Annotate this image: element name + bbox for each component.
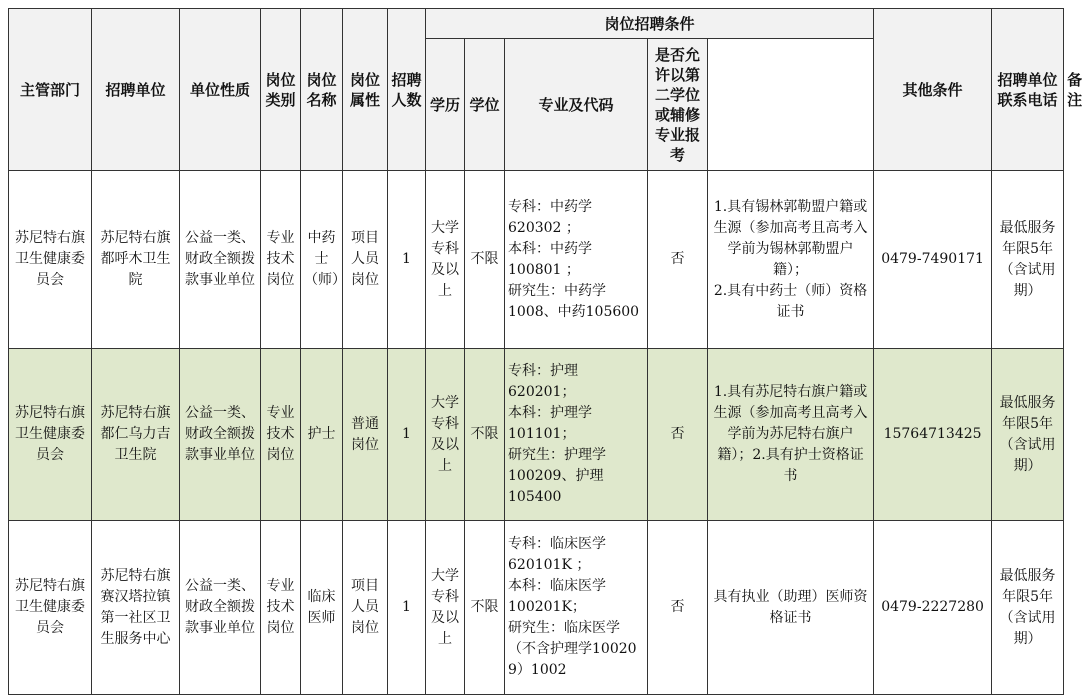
cell-post-attr: 项目人员岗位 xyxy=(343,171,388,349)
cell-remark: 最低服务年限5年（含试用期） xyxy=(992,521,1064,695)
cell-nature: 公益一类、财政全额拨款事业单位 xyxy=(180,171,261,349)
cell-nature: 公益一类、财政全额拨款事业单位 xyxy=(180,349,261,521)
cell-post-attr: 普通岗位 xyxy=(343,349,388,521)
cell-major: 专科：中药学 620302 ； 本科：中药学 100801 ； 研究生：中药学 1008、中药105600 xyxy=(505,171,648,349)
cell-unit: 苏尼特右旗都仁乌力吉卫生院 xyxy=(92,349,180,521)
header-post-attr: 岗位属性 xyxy=(343,9,388,171)
cell-dept: 苏尼特右旗卫生健康委员会 xyxy=(9,521,92,695)
cell-edu: 大学专科及以上 xyxy=(426,171,465,349)
cell-degree: 不限 xyxy=(465,349,505,521)
cell-second-degree: 否 xyxy=(648,171,708,349)
cell-unit: 苏尼特右旗赛汉塔拉镇第一社区卫生服务中心 xyxy=(92,521,180,695)
cell-major: 专科：临床医学 620101K ； 本科：临床医学 100201K； 研究生：临床医学（不含护理学100209）1002 xyxy=(505,521,648,695)
cell-edu: 大学专科及以上 xyxy=(426,349,465,521)
header-count: 招聘人数 xyxy=(388,9,426,171)
cell-degree: 不限 xyxy=(465,521,505,695)
cell-second-degree: 否 xyxy=(648,521,708,695)
recruitment-table: 主管部门 招聘单位 单位性质 岗位类别 岗位名称 岗位属性 招聘人数 岗位招聘条件 其他条件 招聘单位联系电话 备注 学历 学位 专业及代码 是否允许以第二学位或辅修专业报考 苏尼特右旗卫生健康委员会 苏尼特右旗都呼木卫生院 公益一类、财政全额拨款事业单位 专业技术岗位 中药士（师） 项目人员岗位 1 大学专科及以上 不限 专科：中药学 620302 ； 本科：中药学 100801 ； 研究生：中药学 1008、中药105600 否 1.具有锡林郭勒盟户籍或生源（参加高考且高考入学前为锡林郭勒盟户籍）； 2.具有中药士（师）资格证书 0479-7490171 最低服务年限5年（含试用期） 苏尼特右旗卫生健康委员会 苏尼特右旗都仁乌力吉卫生院 公益一类、财政全额拨款事业单位 专业技术岗位 护士 普通岗位 1 大学专科及以上 不限 专科：护理 620201； 本科：护理学 101101； 研究生：护理学 100209、护理 105400 否 1.具有苏尼特右旗户籍或生源（参加高考且高考入学前为苏尼特右旗户籍）；2.具有护士资格证书 15764713425 最低服务年限5年（含试用期） 苏尼特右旗卫生健康委员会 苏尼特右旗赛汉塔拉镇第一社区卫生服务中心 公益一类、财政全额拨款事业单位 专业技术岗位 临床医师 项目人员岗位 1 大学专科及以上 不限 专科：临床医学 620101K ； 本科：临床医学 100201K； 研究生：临床医学（不含护理学100209）1002 否 具有执业（助理）医师资格证书 0479-2227280 最低服务年限5年（含试用期） xyxy=(8,8,1064,695)
header-post-name: 岗位名称 xyxy=(301,9,343,171)
cell-other: 具有执业（助理）医师资格证书 xyxy=(708,521,874,695)
header-unit: 招聘单位 xyxy=(92,9,180,171)
cell-post-name: 护士 xyxy=(301,349,343,521)
cell-edu: 大学专科及以上 xyxy=(426,521,465,695)
header-major: 专业及代码 xyxy=(505,39,648,171)
cell-phone: 0479-7490171 xyxy=(874,171,992,349)
cell-dept: 苏尼特右旗卫生健康委员会 xyxy=(9,349,92,521)
header-degree: 学位 xyxy=(465,39,505,171)
cell-remark: 最低服务年限5年（含试用期） xyxy=(992,171,1064,349)
cell-post-name: 中药士（师） xyxy=(301,171,343,349)
cell-degree: 不限 xyxy=(465,171,505,349)
cell-post-attr: 项目人员岗位 xyxy=(343,521,388,695)
cell-nature: 公益一类、财政全额拨款事业单位 xyxy=(180,521,261,695)
cell-remark: 最低服务年限5年（含试用期） xyxy=(992,349,1064,521)
header-conditions: 岗位招聘条件 xyxy=(426,9,874,39)
cell-phone: 0479-2227280 xyxy=(874,521,992,695)
cell-post-name: 临床医师 xyxy=(301,521,343,695)
header-edu: 学历 xyxy=(426,39,465,171)
cell-count: 1 xyxy=(388,171,426,349)
cell-unit: 苏尼特右旗都呼木卫生院 xyxy=(92,171,180,349)
cell-other: 1.具有锡林郭勒盟户籍或生源（参加高考且高考入学前为锡林郭勒盟户籍）； 2.具有中药士（师）资格证书 xyxy=(708,171,874,349)
cell-dept: 苏尼特右旗卫生健康委员会 xyxy=(9,171,92,349)
cell-other: 1.具有苏尼特右旗户籍或生源（参加高考且高考入学前为苏尼特右旗户籍）；2.具有护士资格证书 xyxy=(708,349,874,521)
cell-post-type: 专业技术岗位 xyxy=(261,349,301,521)
cell-post-type: 专业技术岗位 xyxy=(261,171,301,349)
cell-phone: 15764713425 xyxy=(874,349,992,521)
cell-count: 1 xyxy=(388,349,426,521)
table-row xyxy=(9,349,1064,521)
header-nature: 单位性质 xyxy=(180,9,261,171)
table-row xyxy=(9,521,1064,695)
cell-post-type: 专业技术岗位 xyxy=(261,521,301,695)
header-dept: 主管部门 xyxy=(9,9,92,171)
cell-count: 1 xyxy=(388,521,426,695)
cell-second-degree: 否 xyxy=(648,349,708,521)
cell-major: 专科：护理 620201； 本科：护理学 101101； 研究生：护理学 100209、护理 105400 xyxy=(505,349,648,521)
header-post-type: 岗位类别 xyxy=(261,9,301,171)
header-phone: 招聘单位联系电话 xyxy=(992,9,1064,171)
header-second-degree: 是否允许以第二学位或辅修专业报考 xyxy=(648,39,708,171)
table-row xyxy=(9,171,1064,349)
header-other: 其他条件 xyxy=(874,9,992,171)
